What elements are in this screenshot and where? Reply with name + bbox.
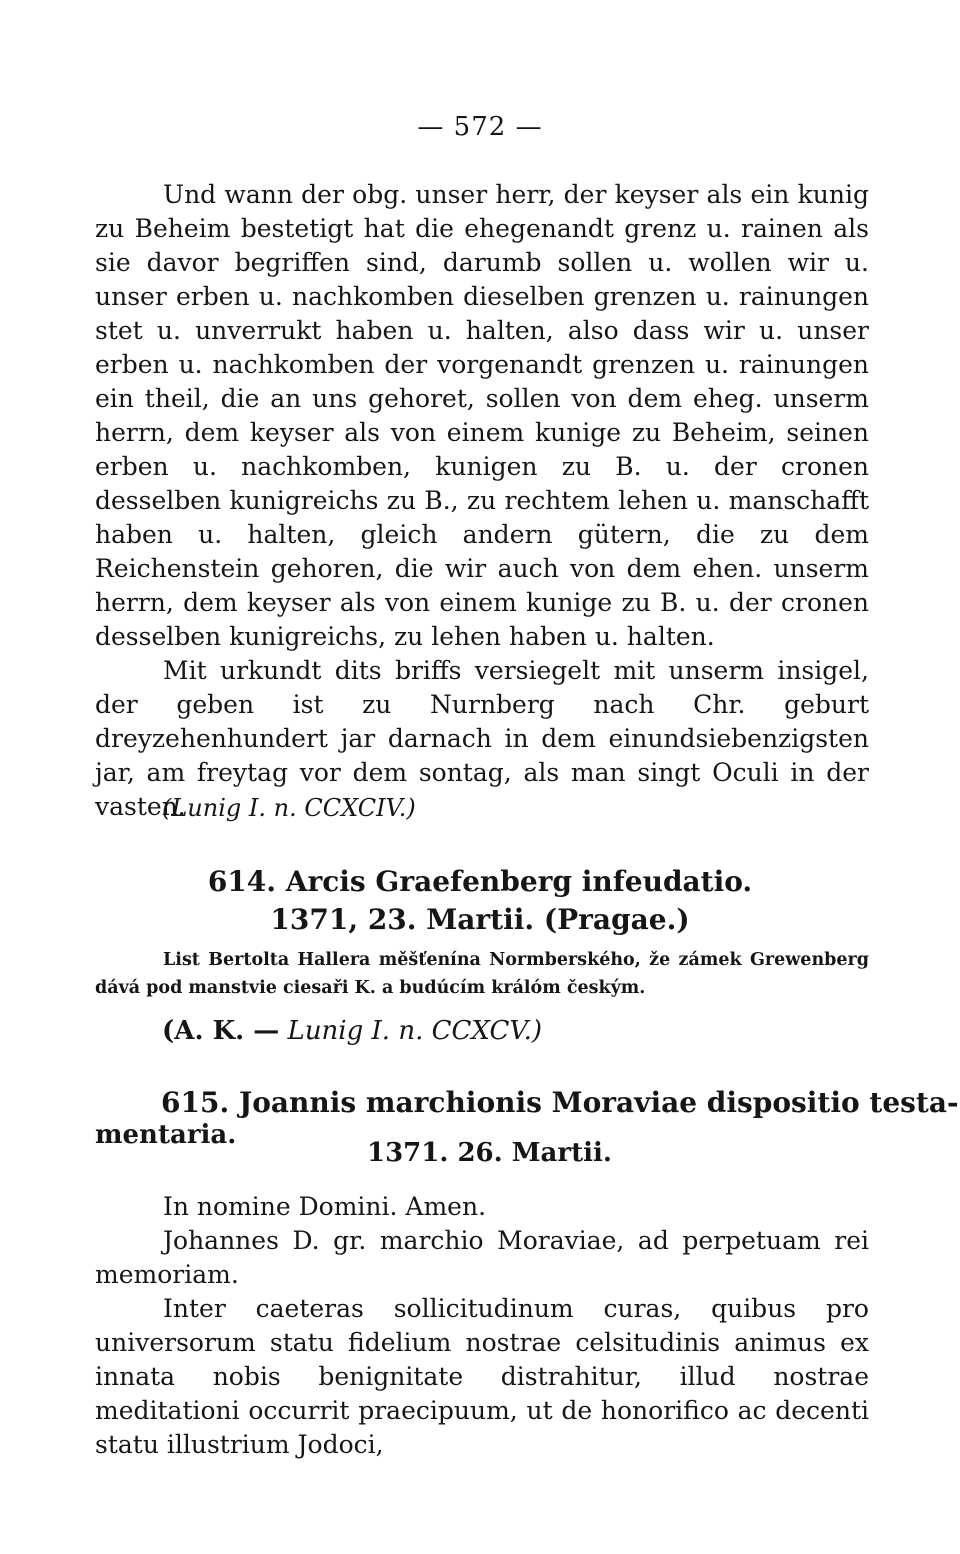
paragraph-seal: Mit urkundt dits briffs versiegelt mit unserm insigel, der geben ist zu Nurnberg nach Chr. geburt dreyzehenhundert jar darnach in dem einundsiebenzigsten jar, am freytag vor dem sontag, als man singt Oculi in der vasten. — [95, 656, 869, 821]
source-ref: Lunig I. n. CCXCV.) — [287, 1016, 542, 1046]
paragraph-grant: Und wann der obg. unser herr, der keyser als ein kunig zu Beheim bestetigt hat die ehegenandt grenz u. rainen als sie davor begriffen sind, darumb sollen u. wollen wir u. unser erben u. nachkomben dieselben grenzen u. rainungen stet u. unverrukt haben u. halten, also dass wir u. unser erben u. nachkomben der vorgenandt grenzen u. rainungen ein theil, die an uns gehoret, sollen von dem eheg. unserm herrn, dem keyser als von einem kunige zu Beheim, seinen erben u. nachkomben, kunigen zu B. u. der cronen desselben kunigreichs zu B., zu rechtem lehen u. manschafft haben u. halten, gleich andern gütern, die zu dem Reichenstein gehoren, die wir auch von dem ehen. unserm herrn, dem keyser als von einem kunige zu B. u. der cronen desselben kunigreichs, zu lehen haben u. halten. — [95, 180, 869, 651]
page-number: — 572 — — [417, 112, 543, 142]
section-615-date: 1371. 26. Martii. — [367, 1138, 612, 1168]
section-614-title: 614. Arcis Graefenberg infeudatio. — [207, 865, 753, 898]
paragraph-intitulatio: Johannes D. gr. marchio Moraviae, ad perpetuam rei memoriam. — [95, 1226, 869, 1289]
source-citation-614 — [162, 1016, 542, 1046]
section-614-summary — [95, 946, 869, 1002]
section-615-title-line2: mentaria. — [95, 1120, 237, 1150]
main-text — [95, 178, 869, 824]
source-citation-613: (Lunig I. n. CCXCIV.) — [162, 794, 416, 822]
section-615-text — [95, 1190, 869, 1462]
section-615-title-line1: 615. Joannis marchionis Moraviae dispositio testa- — [161, 1086, 959, 1119]
section-614-date: 1371, 23. Martii. (Pragae.) — [270, 903, 690, 936]
section-615-heading — [95, 1086, 959, 1186]
summary-text: List Bertolta Hallera měšťenína Normberského, že zámek Grewenberg dává pod manstvie ciesaři K. a budúcím králóm českým. — [95, 950, 869, 998]
source-prefix: (A. K. — — [162, 1016, 280, 1046]
paragraph-invocation: In nomine Domini. Amen. — [163, 1192, 487, 1221]
paragraph-arenga: Inter caeteras sollicitudinum curas, quibus pro universorum statu fidelium nostrae celsitudinis animus ex innata nobis benignitate distrahitur, illud nostrae meditationi occurrit praecipuum, ut de honorifico ac decenti statu illustrium Jodoci, — [95, 1294, 869, 1459]
